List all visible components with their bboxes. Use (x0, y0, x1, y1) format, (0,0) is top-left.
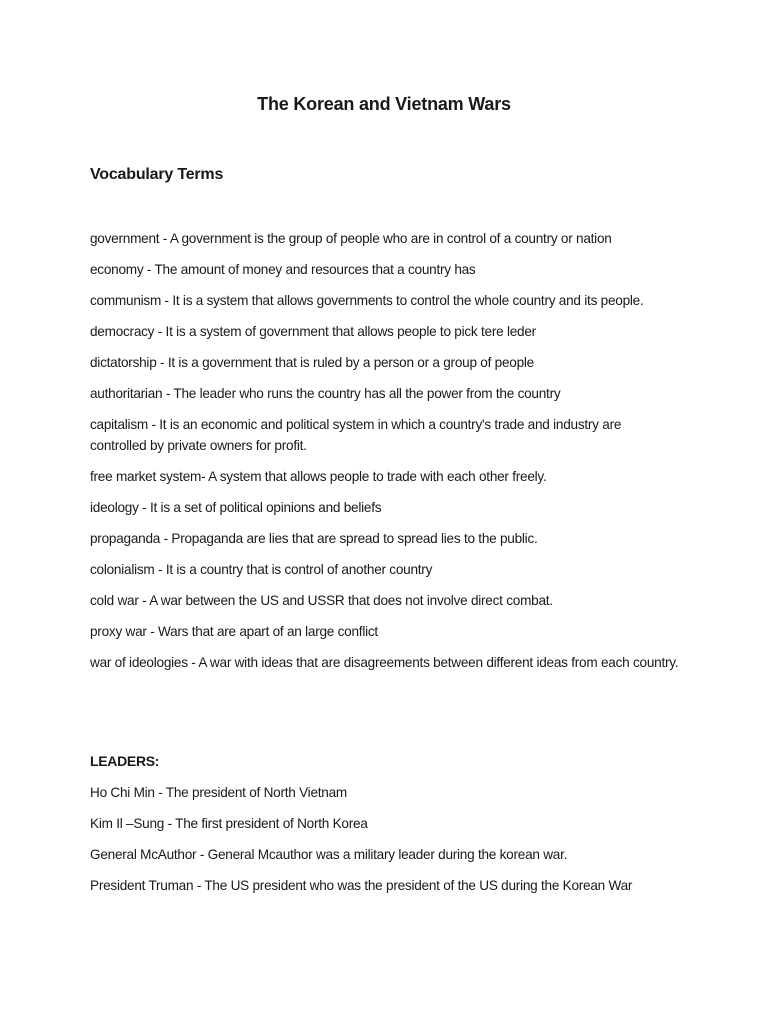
vocabulary-entry: proxy war - Wars that are apart of an large conflict (90, 623, 378, 639)
leaders-heading: LEADERS: (90, 753, 160, 769)
document-title: The Korean and Vietnam Wars (257, 94, 511, 114)
vocabulary-entry: government - A government is the group of people who are in control of a country or nation (90, 231, 612, 246)
vocabulary-entry: authoritarian - The leader who runs the country has all the power from the country (90, 386, 561, 401)
leader-entry: Ho Chi Min - The president of North Vietnam (90, 785, 347, 800)
vocabulary-entry: free market system- A system that allows people to trade with each other freely. (90, 468, 547, 484)
vocabulary-entry: colonialism - It is a country that is control of another country (90, 561, 433, 577)
vocabulary-entry: cold war - A war between the US and USSR that does not involve direct combat. (90, 592, 553, 608)
leaders-list (90, 783, 680, 907)
leader-entry: Kim Il –Sung - The first president of North Korea (90, 816, 368, 831)
vocabulary-list (90, 229, 680, 684)
vocabulary-entry: capitalism - It is an economic and political system in which a country's trade and industry are controlled by private owners for profit. (90, 417, 622, 453)
vocabulary-entry: economy - The amount of money and resources that a country has (90, 262, 476, 277)
vocabulary-entry: communism - It is a system that allows governments to control the whole country and its people. (90, 293, 644, 308)
leader-entry: General McAuthor - General Mcauthor was a military leader during the korean war. (90, 847, 568, 862)
vocabulary-entry: dictatorship - It is a government that is ruled by a person or a group of people (90, 355, 534, 370)
vocabulary-entry: propaganda - Propaganda are lies that are spread to spread lies to the public. (90, 530, 538, 546)
vocabulary-entry: ideology - It is a set of political opinions and beliefs (90, 499, 382, 515)
vocabulary-entry: democracy - It is a system of government that allows people to pick tere leder (90, 324, 536, 339)
leader-entry: President Truman - The US president who was the president of the US during the Korean War (90, 878, 633, 893)
vocabulary-entry: war of ideologies - A war with ideas that are disagreements between different ideas from each country. (90, 654, 679, 670)
vocabulary-heading: Vocabulary Terms (90, 166, 224, 183)
